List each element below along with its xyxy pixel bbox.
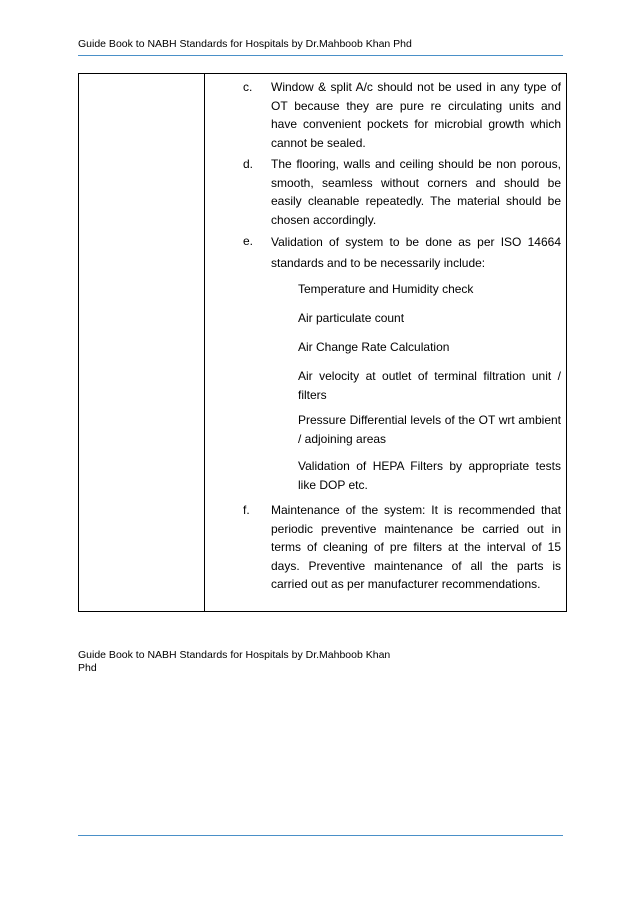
item-e-text: Validation of system to be done as per ISO 14664 standards and to be necessarily include:	[271, 235, 561, 270]
bullet-text: Air particulate count	[298, 311, 405, 325]
bullet-text: Air Change Rate Calculation	[298, 340, 450, 354]
item-c-text: Window & split A/c should not be used in any type of OT because they are pure re circulating units and have convenient pockets for microbial growth which cannot be sealed.	[271, 80, 561, 150]
bullet-text: Pressure Differential levels of the OT wrt ambient / adjoining areas	[298, 413, 561, 446]
item-f-text: Maintenance of the system: It is recommended that periodic preventive maintenance be carried out in terms of cleaning of pre filters at the interval of 15 days. Preventive maintenance of all the parts is carried out as per manufacturer recommendations.	[271, 503, 561, 591]
page-footer: Guide Book to NABH Standards for Hospitals by Dr.Mahboob Khan Phd	[78, 649, 391, 674]
content-table	[78, 73, 567, 612]
item-f-marker: f.	[243, 503, 250, 517]
item-d-text: The flooring, walls and ceiling should be non porous, smooth, seamless without corners and should be easily cleanable repeatedly. The material should be chosen accordingly.	[271, 157, 561, 227]
column-divider	[204, 74, 205, 611]
footer-rule	[78, 835, 563, 836]
bullet-text: Air velocity at outlet of terminal filtration unit / filters	[298, 369, 561, 402]
page-header: Guide Book to NABH Standards for Hospitals by Dr.Mahboob Khan Phd	[78, 38, 412, 50]
bullet-text: Temperature and Humidity check	[298, 282, 474, 296]
item-c-marker: c.	[243, 80, 253, 94]
item-e-marker: e.	[243, 234, 254, 248]
bullet-text: Validation of HEPA Filters by appropriate tests like DOP etc.	[298, 459, 561, 492]
item-d-marker: d.	[243, 157, 254, 171]
header-rule	[78, 55, 563, 56]
